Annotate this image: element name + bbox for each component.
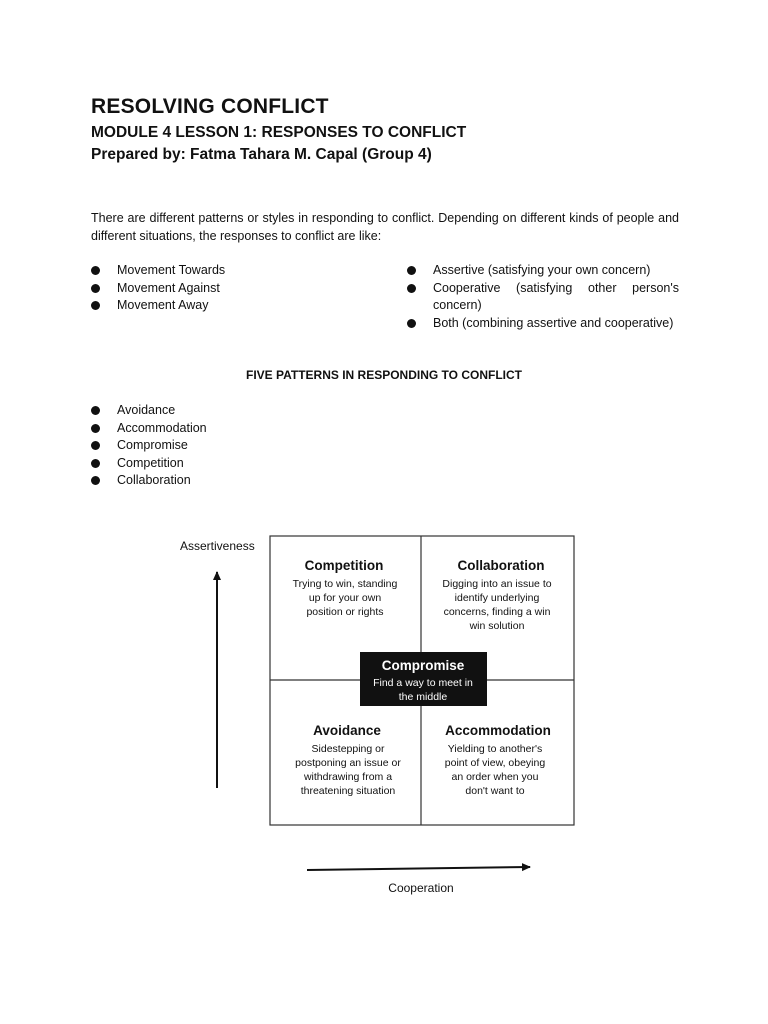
prepared-by: Prepared by: Fatma Tahara M. Capal (Group 4) [91, 146, 432, 163]
list-item: Compromise [91, 437, 207, 455]
list-item: Competition [91, 455, 207, 473]
collaboration-desc-line: win solution [469, 620, 525, 632]
x-axis-arrow [307, 867, 530, 870]
collaboration-desc-line: Digging into an issue to [442, 578, 552, 590]
x-axis-label: Cooperation [388, 881, 454, 895]
accommodation-desc-line: an order when you [451, 771, 539, 783]
accommodation-desc-line: point of view, obeying [444, 757, 546, 769]
accommodation-desc-line: don't want to [465, 785, 525, 797]
avoidance-desc-line: postponing an issue or [295, 757, 401, 769]
competition-title: Competition [304, 558, 384, 573]
accommodation-title: Accommodation [445, 723, 551, 738]
avoidance-desc-line: withdrawing from a [303, 771, 393, 783]
intro-paragraph: There are different patterns or styles in responding to conflict. Depending on different kinds of people and different situations, the responses to conflict are like: [91, 211, 679, 243]
module-heading: MODULE 4 LESSON 1: RESPONSES TO CONFLICT [91, 124, 467, 141]
avoidance-title: Avoidance [313, 723, 381, 738]
list-item: Both (combining assertive and cooperative) [407, 315, 679, 333]
competition-desc-line: up for your own [308, 592, 382, 604]
list-item: Avoidance [91, 402, 207, 420]
collaboration-title: Collaboration [457, 558, 545, 573]
list-item: Movement Against [91, 280, 225, 298]
list-item: Movement Away [91, 297, 225, 315]
y-axis-label: Assertiveness [180, 539, 255, 553]
list-item: Movement Towards [91, 262, 225, 280]
compromise-title: Compromise [381, 658, 465, 673]
compromise-desc-line: the middle [398, 691, 448, 703]
avoidance-desc-line: threatening situation [300, 785, 396, 797]
list-item: Collaboration [91, 472, 207, 490]
list-item: Assertive (satisfying your own concern) [407, 262, 679, 280]
collaboration-desc-line: identify underlying [454, 592, 540, 604]
avoidance-desc-line: Sidestepping or [311, 743, 385, 755]
list-item: Accommodation [91, 420, 207, 438]
accommodation-desc-line: Yielding to another's [447, 743, 543, 755]
document-title: RESOLVING CONFLICT [91, 95, 329, 118]
competition-desc-line: Trying to win, standing [292, 578, 398, 590]
list-item: Cooperative (satisfying other person's concern) [407, 280, 679, 315]
collaboration-desc-line: concerns, finding a win [443, 606, 551, 618]
patterns-heading: FIVE PATTERNS IN RESPONDING TO CONFLICT [245, 368, 522, 382]
compromise-desc-line: Find a way to meet in [373, 677, 473, 689]
competition-desc-line: position or rights [306, 606, 384, 618]
